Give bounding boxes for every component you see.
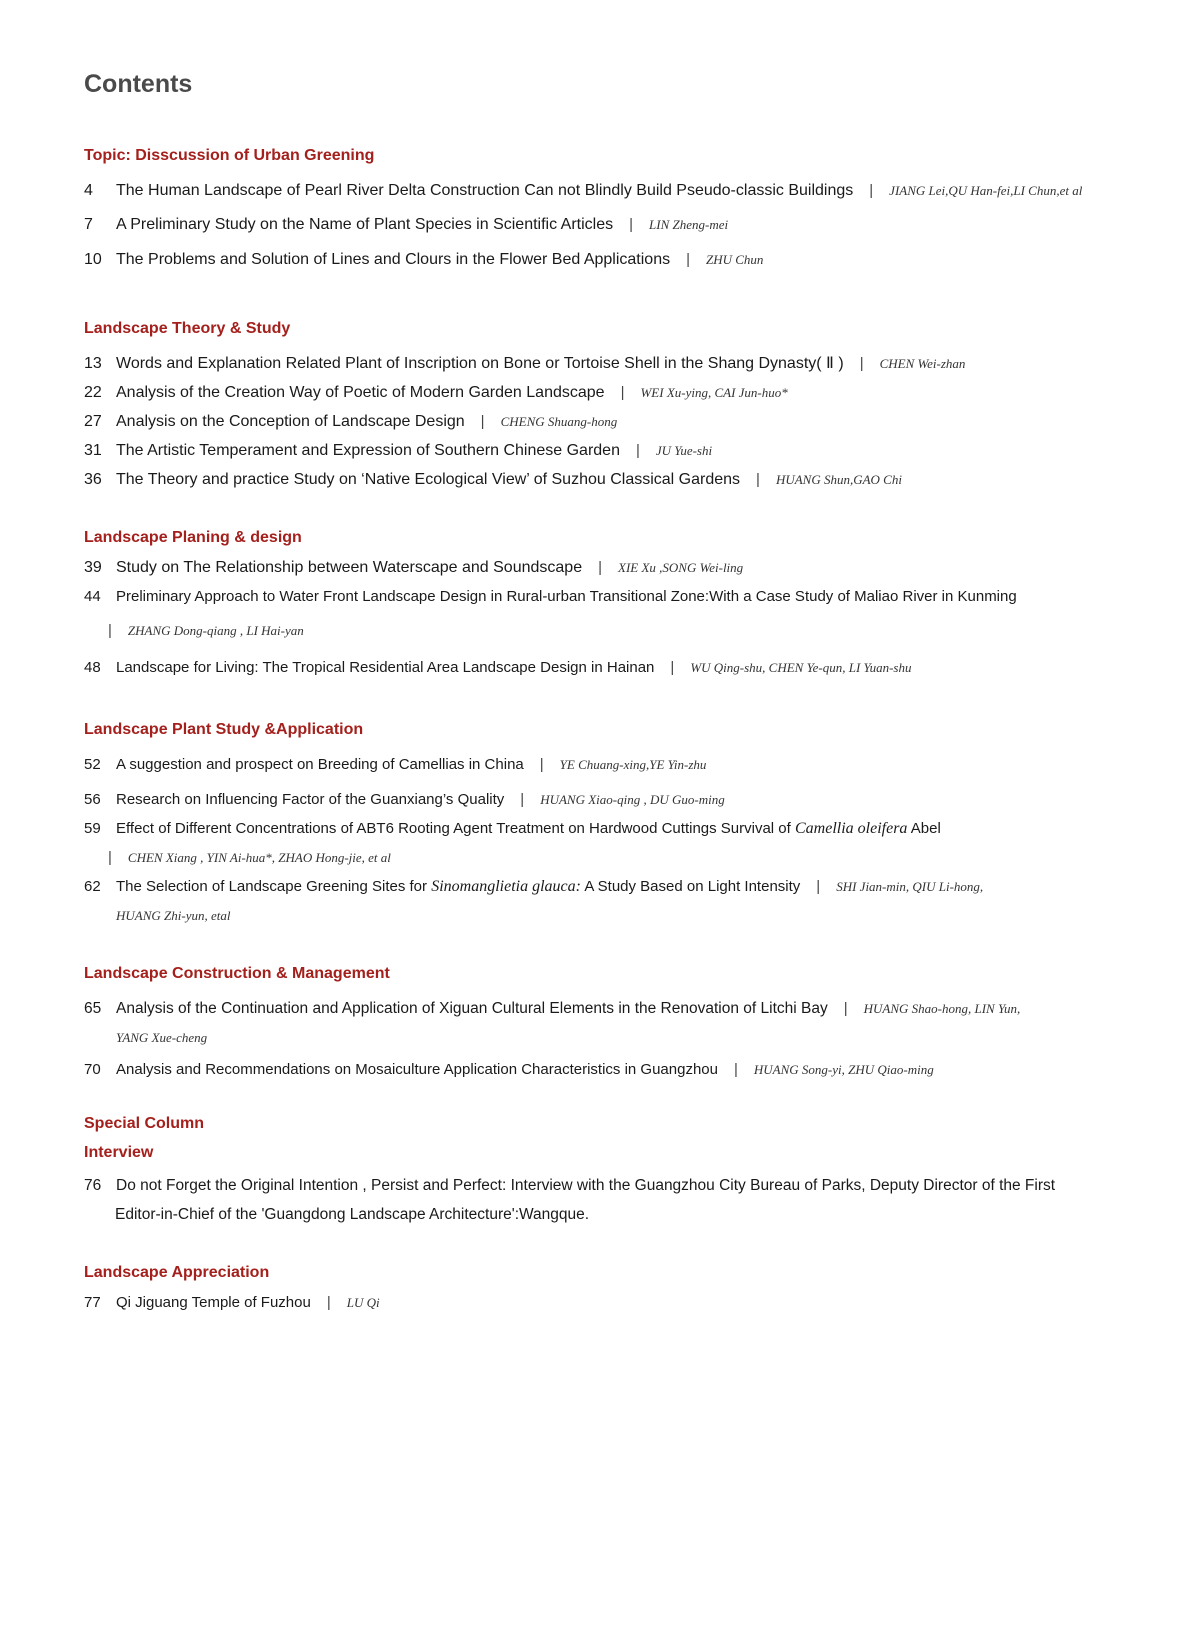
toc-entry-continuation [116, 1027, 207, 1049]
entry-title: Effect of Different Concentrations of ABT6 Rooting Agent Treatment on Hardwood Cuttings Survival of [116, 820, 791, 837]
entry-title: Preliminary Approach to Water Front Landscape Design in Rural-urban Transitional Zone:With a Case Study of Maliao River in Kunming [116, 588, 1017, 605]
page-number: 7 [84, 216, 93, 233]
toc-entry[interactable] [84, 411, 617, 433]
separator: | [869, 182, 874, 199]
toc-entry[interactable] [84, 1059, 934, 1081]
entry-authors: LIN Zheng-mei [649, 217, 729, 232]
entry-title: Analysis and Recommendations on Mosaiculture Application Characteristics in Guangzhou [116, 1061, 718, 1078]
section-heading: Landscape Appreciation [84, 1264, 270, 1281]
toc-entry[interactable] [84, 214, 728, 236]
entry-title: The Human Landscape of Pearl River Delta Construction Can not Blindly Build Pseudo-classic Buildings [116, 182, 854, 199]
species-name: Camellia oleifera [795, 820, 908, 837]
page-number: 10 [84, 251, 102, 268]
page-number: 56 [84, 791, 101, 808]
section-heading: Landscape Construction & Management [84, 965, 390, 982]
separator: | [686, 251, 690, 268]
entry-authors: LU Qi [346, 1295, 380, 1310]
separator: | [816, 878, 821, 895]
entry-title: Analysis on the Conception of Landscape Design [116, 413, 465, 430]
entry-authors: WEI Xu-ying, CAI Jun-huo* [640, 385, 788, 400]
entry-title: Landscape for Living: The Tropical Residential Area Landscape Design in Hainan [116, 659, 655, 676]
toc-entry[interactable] [84, 249, 763, 271]
toc-entry[interactable] [84, 353, 965, 375]
entry-title: The Selection of Landscape Greening Sites for [116, 878, 428, 895]
separator: | [635, 442, 640, 459]
separator: | [629, 216, 634, 233]
entry-title: The Theory and practice Study on ‘Native Ecological View’ of Suzhou Classical Gardens [116, 471, 741, 488]
toc-entry-continuation [116, 905, 230, 927]
toc-entry[interactable] [84, 876, 983, 898]
toc-entry[interactable] [84, 557, 743, 579]
entry-title: A Preliminary Study on the Name of Plant Species in Scientific Articles [116, 216, 614, 233]
entry-authors: XIE Xu ,SONG Wei-ling [618, 560, 744, 575]
separator: | [539, 756, 544, 773]
separator: | [620, 384, 625, 401]
entry-authors: JIANG Lei,QU Han-fei,LI Chun,et al [889, 183, 1083, 198]
page-number: 52 [84, 756, 101, 773]
entry-authors: CHEN Wei-zhan [879, 356, 966, 371]
entry-authors: YE Chuang-xing,YE Yin-zhu [559, 757, 707, 772]
section-heading: Landscape Theory & Study [84, 320, 291, 337]
page-number: 4 [84, 182, 93, 199]
toc-entry-continuation [108, 620, 304, 642]
entry-authors-continued: HUANG Zhi-yun, etal [116, 908, 231, 923]
separator: | [480, 413, 485, 430]
toc-entry[interactable] [84, 998, 1020, 1020]
entry-title: Do not Forget the Original Intention , Persist and Perfect: Interview with the Guangzhou City Bureau of Parks, Deputy Director of the First [116, 1177, 1056, 1194]
entry-title-suffix: Abel [910, 820, 941, 837]
separator: | [598, 559, 602, 576]
toc-entry[interactable] [84, 382, 788, 404]
entry-title: The Artistic Temperament and Expression of Southern Chinese Garden [116, 442, 620, 459]
section-heading: Landscape Plant Study &Application [84, 721, 364, 738]
toc-entry[interactable] [84, 180, 1082, 202]
species-name: Sinomanglietia glauca: [431, 878, 581, 895]
entry-authors: JU Yue-shi [655, 443, 713, 458]
toc-entry[interactable] [84, 1175, 1055, 1197]
separator: | [108, 622, 112, 639]
entry-authors: HUANG Shun,GAO Chi [775, 472, 902, 487]
entry-authors: CHENG Shuang-hong [500, 414, 618, 429]
entry-title-suffix: A Study Based on Light Intensity [584, 878, 801, 895]
separator: | [108, 849, 112, 866]
page-number: 39 [84, 559, 102, 576]
entry-authors: ZHU Chun [706, 252, 764, 267]
page-number: 13 [84, 355, 102, 372]
entry-authors: CHEN Xiang , YIN Ai-hua*, ZHAO Hong-jie, et al [127, 850, 391, 865]
separator: | [859, 355, 864, 372]
toc-entry[interactable] [84, 754, 706, 776]
entry-authors: HUANG Shao-hong, LIN Yun, [863, 1001, 1021, 1016]
section-heading: Landscape Planing & design [84, 529, 302, 546]
entry-authors-continued: YANG Xue-cheng [116, 1030, 208, 1045]
toc-entry[interactable] [84, 440, 712, 462]
separator: | [843, 1000, 848, 1017]
entry-title: Analysis of the Creation Way of Poetic of Modern Garden Landscape [116, 384, 605, 401]
section-subheading: Interview [84, 1144, 154, 1161]
entry-title-continued: Editor-in-Chief of the 'Guangdong Landscape Architecture':Wangque. [115, 1206, 590, 1223]
page-number: 76 [84, 1177, 102, 1194]
toc-entry[interactable] [84, 469, 902, 491]
page-number: 44 [84, 588, 101, 605]
section-heading: Special Column [84, 1115, 205, 1132]
page-number: 70 [84, 1061, 101, 1078]
page-number: 77 [84, 1294, 101, 1311]
entry-authors: WU Qing-shu, CHEN Ye-qun, LI Yuan-shu [690, 660, 912, 675]
toc-entry[interactable] [84, 1292, 380, 1314]
page-number: 65 [84, 1000, 102, 1017]
page-number: 36 [84, 471, 102, 488]
entry-title: Words and Explanation Related Plant of Inscription on Bone or Tortoise Shell in the Shang Dynasty( Ⅱ ) [116, 355, 844, 372]
separator: | [670, 659, 675, 676]
toc-entry[interactable] [84, 586, 1017, 608]
entry-authors: SHI Jian-min, QIU Li-hong, [836, 879, 984, 894]
separator: | [520, 791, 525, 808]
entry-title: Analysis of the Continuation and Application of Xiguan Cultural Elements in the Renovation of Litchi Bay [116, 1000, 828, 1017]
entry-authors: ZHANG Dong-qiang , LI Hai-yan [127, 623, 304, 638]
toc-entry-continuation [108, 847, 391, 869]
entry-title: The Problems and Solution of Lines and Clours in the Flower Bed Applications [116, 251, 671, 268]
entry-title: A suggestion and prospect on Breeding of Camellias in China [116, 756, 524, 773]
entry-title: Qi Jiguang Temple of Fuzhou [116, 1294, 311, 1311]
toc-entry[interactable] [84, 789, 725, 811]
separator: | [734, 1061, 738, 1078]
page-number: 22 [84, 384, 102, 401]
page-number: 27 [84, 413, 102, 430]
entry-authors: HUANG Xiao-qing , DU Guo-ming [540, 792, 725, 807]
entry-authors: HUANG Song-yi, ZHU Qiao-ming [753, 1062, 934, 1077]
page-number: 31 [84, 442, 102, 459]
entry-title: Study on The Relationship between Waterscape and Soundscape [116, 559, 583, 576]
entry-title: Research on Influencing Factor of the Guanxiang’s Quality [116, 791, 505, 808]
page-title: Contents [84, 70, 193, 98]
page-number: 62 [84, 878, 101, 895]
toc-entry-continuation [115, 1204, 589, 1226]
separator: | [326, 1294, 331, 1311]
page-number: 59 [84, 820, 101, 837]
section-heading: Topic: Disscussion of Urban Greening [84, 147, 375, 164]
toc-entry[interactable] [84, 657, 911, 679]
page-number: 48 [84, 659, 101, 676]
toc-entry[interactable] [84, 818, 941, 840]
separator: | [756, 471, 760, 488]
